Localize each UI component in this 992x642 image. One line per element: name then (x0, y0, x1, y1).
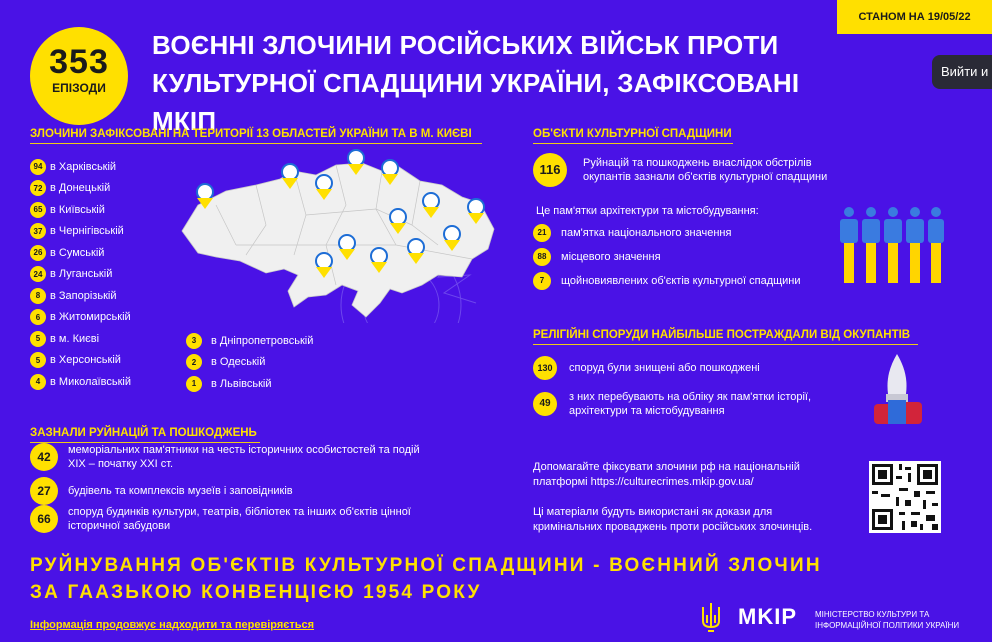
item-text: щойновиявлених об'єктів культурної спадщини (561, 275, 801, 287)
exit-button[interactable]: Вийти и (932, 55, 992, 89)
ministry-name (815, 609, 959, 631)
ukraine-map (176, 145, 502, 323)
list-item (30, 443, 450, 471)
count-pill: 65 (30, 202, 46, 218)
list-item (30, 477, 293, 505)
count-pill: 94 (30, 159, 46, 175)
list-item (30, 350, 131, 372)
heritage-total-row (533, 153, 963, 187)
title-line1: ВОЄННІ ЗЛОЧИНИ РОСІЙСЬКИХ ВІЙСЬК ПРОТИ (152, 30, 779, 60)
footer-note-link[interactable]: Інформація продовжує надходити та перевіряється (30, 619, 315, 631)
item-text: з них перебувають на обліку як пам'ятки історії, архітектури та містобудування (569, 391, 812, 417)
item-text: будівель та комплексів музеїв і заповідників (68, 485, 293, 497)
item-text: пам'ятка національного значення (561, 227, 732, 239)
list-item (186, 373, 313, 395)
episodes-count: 353 (49, 43, 109, 81)
region-name: в Миколаївській (50, 375, 131, 388)
regions-title (30, 128, 482, 144)
list-item (30, 328, 131, 350)
count-circle: 27 (30, 477, 58, 505)
list-item (186, 330, 313, 352)
heritage-title-text: ОБ'ЄКТИ КУЛЬТУРНОЇ СПАДЩИНИ (533, 128, 732, 140)
heritage-title (533, 128, 733, 144)
region-name: в Київській (50, 203, 105, 216)
count-pill: 4 (30, 374, 46, 390)
count-pill: 26 (30, 245, 46, 261)
count-circle: 116 (533, 153, 567, 187)
religious-title-underline (533, 344, 918, 345)
list-item (533, 248, 661, 266)
regions-title-text: ЗЛОЧИНИ ЗАФІКСОВАНІ НА ТЕРИТОРІЇ 13 ОБЛАСТЕЙ УКРАЇНИ ТА В М. КИЄВІ (30, 128, 472, 140)
count-pill: 3 (186, 333, 202, 349)
item-text: споруд були знищені або пошкоджені (569, 362, 760, 374)
slogan-line2: ЗА ГААЗЬКОЮ КОНВЕНЦІЄЮ 1954 РОКУ (30, 582, 482, 603)
list-item (30, 505, 460, 533)
item-text: місцевого значення (561, 251, 661, 263)
ministry-logo: MKIP (738, 604, 797, 629)
list-item (533, 356, 760, 380)
page-title (152, 26, 852, 140)
slogan (30, 552, 822, 606)
list-item (30, 307, 131, 329)
list-item (533, 272, 801, 290)
list-item (533, 390, 853, 418)
region-name: в Харківській (50, 160, 117, 173)
heritage-total-text: Руйнацій та пошкоджень внаслідок обстрілів окупантів зазнали об'єктів культурної спадщини (583, 157, 828, 183)
ministry-name-line2: ІНФОРМАЦІЙНОЇ ПОЛІТИКИ УКРАЇНИ (815, 621, 960, 630)
list-item (30, 156, 131, 178)
list-item (30, 199, 131, 221)
region-name: в Дніпропетровській (211, 334, 314, 347)
help-evidence-text: Ці матеріали будуть використані як докази для кримінальних проваджень проти російських злочинців. (533, 506, 813, 533)
count-circle: 130 (533, 356, 557, 380)
list-item (30, 242, 131, 264)
people-flag-icon (836, 204, 946, 286)
count-pill: 2 (186, 354, 202, 370)
count-circle: 42 (30, 443, 58, 471)
count-pill: 5 (30, 331, 46, 347)
region-name: в Херсонській (50, 354, 121, 367)
count-circle: 21 (533, 224, 551, 242)
heritage-title-underline (533, 143, 733, 144)
regions-title-underline (30, 143, 482, 144)
count-pill: 1 (186, 376, 202, 392)
ministry-name-line1: МІНІСТЕРСТВО КУЛЬТУРИ ТА (815, 610, 930, 619)
episodes-label: ЕПІЗОДИ (52, 81, 106, 95)
list-item (186, 352, 313, 374)
count-pill: 37 (30, 223, 46, 239)
count-pill: 8 (30, 288, 46, 304)
list-item (30, 371, 131, 393)
qr-code-icon[interactable] (869, 461, 941, 533)
count-pill: 5 (30, 352, 46, 368)
episodes-badge (30, 27, 128, 125)
religious-title (533, 329, 918, 345)
region-name: в Львівській (211, 377, 272, 390)
church-dome-icon (866, 352, 928, 432)
religious-title-text: РЕЛІГІЙНІ СПОРУДИ НАЙБІЛЬШЕ ПОСТРАЖДАЛИ ВІД ОКУПАНТІВ (533, 329, 911, 341)
regions-list-1 (30, 156, 131, 393)
damage-title (30, 427, 260, 443)
date-badge: СТАНОМ НА 19/05/22 (837, 0, 992, 34)
trident-icon (700, 601, 722, 635)
region-name: в Запорізькій (50, 289, 117, 302)
count-circle: 66 (30, 505, 58, 533)
count-pill: 72 (30, 180, 46, 196)
help-platform-text: Допомагайте фіксувати злочини рф на національній платформі https://culturecrimes.mkip.gov.ua/ (533, 461, 800, 488)
count-circle: 7 (533, 272, 551, 290)
count-pill: 24 (30, 266, 46, 282)
region-name: в Житомирській (50, 311, 131, 324)
heritage-subtitle: Це пам'ятки архітектури та містобудування: (536, 205, 759, 217)
count-circle: 88 (533, 248, 551, 266)
region-name: в м. Києві (50, 332, 100, 345)
region-name: в Одеській (211, 356, 266, 369)
item-text: меморіальних пам'ятники на честь історичних особистостей та подій XIX – початку XXI ст. (68, 444, 420, 470)
region-name: в Чернігівській (50, 225, 124, 238)
list-item (30, 178, 131, 200)
list-item (30, 285, 131, 307)
list-item (30, 264, 131, 286)
item-text: споруд будинків культури, театрів, бібліотек та інших об'єктів цінної історичної забудови (68, 506, 411, 532)
title-line2: КУЛЬТУРНОЇ СПАДЩИНИ УКРАЇНИ, ЗАФІКСОВАНІ МКІП (152, 68, 800, 136)
slogan-line1: РУЙНУВАННЯ ОБ'ЄКТІВ КУЛЬТУРНОЇ СПАДЩИНИ - ВОЄННИЙ ЗЛОЧИН (30, 555, 822, 576)
list-item (30, 221, 131, 243)
region-name: в Сумській (50, 246, 105, 259)
count-pill: 6 (30, 309, 46, 325)
region-name: в Луганській (50, 268, 113, 281)
list-item (533, 224, 731, 242)
damage-title-text: ЗАЗНАЛИ РУЙНАЦІЙ ТА ПОШКОДЖЕНЬ (30, 427, 257, 439)
count-circle: 49 (533, 392, 557, 416)
region-name: в Донецькій (50, 182, 111, 195)
regions-list-2 (186, 330, 313, 395)
